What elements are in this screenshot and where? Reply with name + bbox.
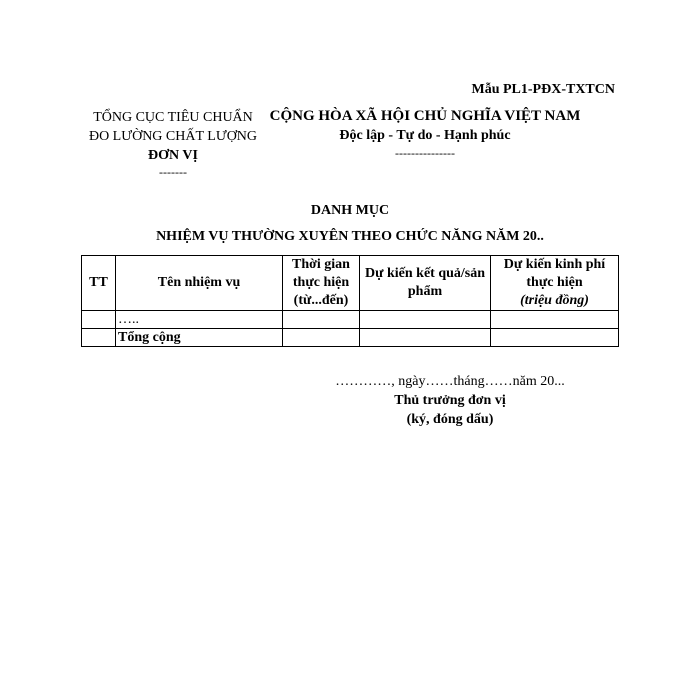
cell-budget — [491, 329, 619, 347]
signature-date-line: …………, ngày……tháng……năm 20... — [335, 374, 565, 389]
header-budget — [491, 256, 619, 311]
table-row — [82, 311, 619, 329]
cell-budget — [491, 311, 619, 329]
signature-note: (ký, đóng dấu) — [406, 412, 494, 427]
signature-title: Thủ trưởng đơn vị — [394, 393, 506, 408]
header-time-line3: (từ...đến) — [293, 293, 349, 308]
header-budget-line1: Dự kiến kinh phí — [503, 257, 606, 272]
cell-time — [283, 311, 360, 329]
document-title: DANH MỤC — [310, 203, 390, 218]
cell-task-name: ….. — [116, 311, 283, 329]
header-tt: TT — [82, 256, 116, 311]
header-task-name: Tên nhiệm vụ — [116, 256, 283, 311]
header-budget-line2: thực hiện — [526, 275, 583, 290]
form-code: Mẫu PL1-PĐX-TXTCN — [471, 82, 615, 97]
task-list-table — [81, 255, 619, 347]
header-result-line2: phẩm — [407, 284, 443, 299]
cell-time — [283, 329, 360, 347]
national-motto: Độc lập - Tự do - Hạnh phúc — [339, 128, 511, 143]
table-total-row — [82, 329, 619, 347]
header-result-line1: Dự kiến kết quả/sản — [364, 266, 486, 281]
cell-tt — [82, 329, 116, 347]
unit-name: ĐƠN VỊ — [148, 148, 198, 163]
motto-divider: --------------- — [395, 146, 455, 160]
national-title: CỘNG HÒA XÃ HỘI CHỦ NGHĨA VIỆT NAM — [269, 108, 581, 124]
cell-total-label: Tổng cộng — [116, 329, 283, 347]
national-header-block — [265, 106, 585, 160]
agency-name-line1: TỔNG CỤC TIÊU CHUẨN — [93, 110, 253, 125]
cell-tt — [82, 311, 116, 329]
header-time-line1: Thời gian — [292, 257, 350, 272]
issuing-agency-block — [78, 108, 268, 179]
agency-name-line2: ĐO LƯỜNG CHẤT LƯỢNG — [88, 129, 258, 144]
cell-result — [360, 329, 491, 347]
header-budget-line3: (triệu đồng) — [520, 293, 589, 308]
header-result — [360, 256, 491, 311]
cell-result — [360, 311, 491, 329]
header-time-line2: thực hiện — [292, 275, 350, 290]
table-header-row — [82, 256, 619, 311]
header-time — [283, 256, 360, 311]
document-subtitle: NHIỆM VỤ THƯỜNG XUYÊN THEO CHỨC NĂNG NĂM 20.. — [156, 229, 544, 244]
agency-divider: ------- — [159, 165, 187, 179]
